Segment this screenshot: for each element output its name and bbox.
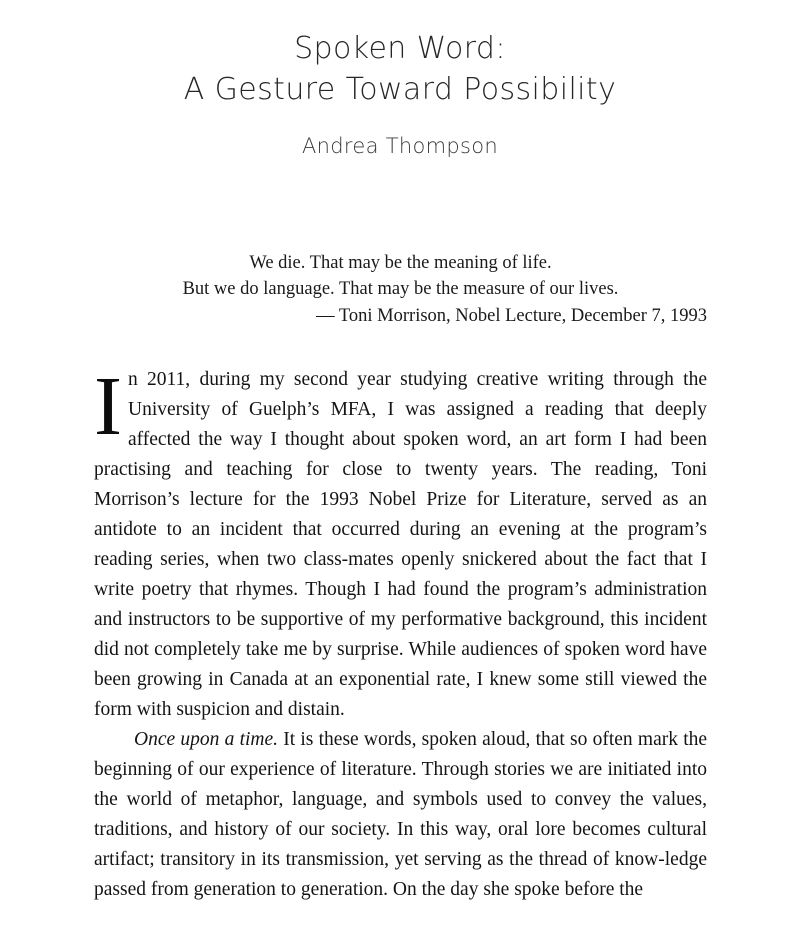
title-block (0, 28, 800, 160)
epigraph-line-2: But we do language. That may be the measure of our lives. (182, 279, 619, 299)
paragraph-1 (94, 360, 707, 725)
title-line-2: A Gesture Toward Possibility (183, 72, 617, 107)
page-title (0, 28, 800, 110)
body-text (94, 360, 708, 905)
title-line-1: Spoken Word: (294, 31, 506, 66)
drop-cap: I (94, 360, 122, 453)
paragraph-2 (94, 725, 707, 905)
paragraph-1-text: n 2011, during my second year studying creative writing through the University of Guelph’s MFA, I was assigned a reading that deeply affected the way I thought about spoken word, an art form I had been practising and teaching for close to twenty years. The reading, Toni Morrison’s lecture for the 1993 Nobel Prize for Literature, served as an antidote to an incident that occurred during an evening at the program’s reading series, when two class-mates openly snickered about the fact that I write poetry that rhymes. Though I had found the program’s administration and instructors to be supportive of my performative background, this incident did not completely take me by surprise. While audiences of spoken word have been growing in Canada at an exponential rate, I knew some still viewed the form with suspicion and distain. (94, 369, 707, 720)
epigraph-attribution: — Toni Morrison, Nobel Lecture, December 7, 1993 (316, 306, 707, 326)
epigraph-line-1: We die. That may be the meaning of life. (249, 253, 552, 273)
author-name: Andrea Thompson (301, 134, 498, 158)
paragraph-2-italic-lead: Once upon a time. (134, 729, 279, 750)
epigraph (94, 250, 707, 329)
paragraph-2-text: It is these words, spoken aloud, that so often mark the beginning of our experience of literature. Through stories we are initiated into the world of metaphor, language, and symbols used to convey the values, traditions, and history of our society. In this way, oral lore becomes cultural artifact; transitory in its transmission, yet serving as the thread of know-ledge passed from generation to generation. On the day she spoke before the (94, 729, 708, 900)
